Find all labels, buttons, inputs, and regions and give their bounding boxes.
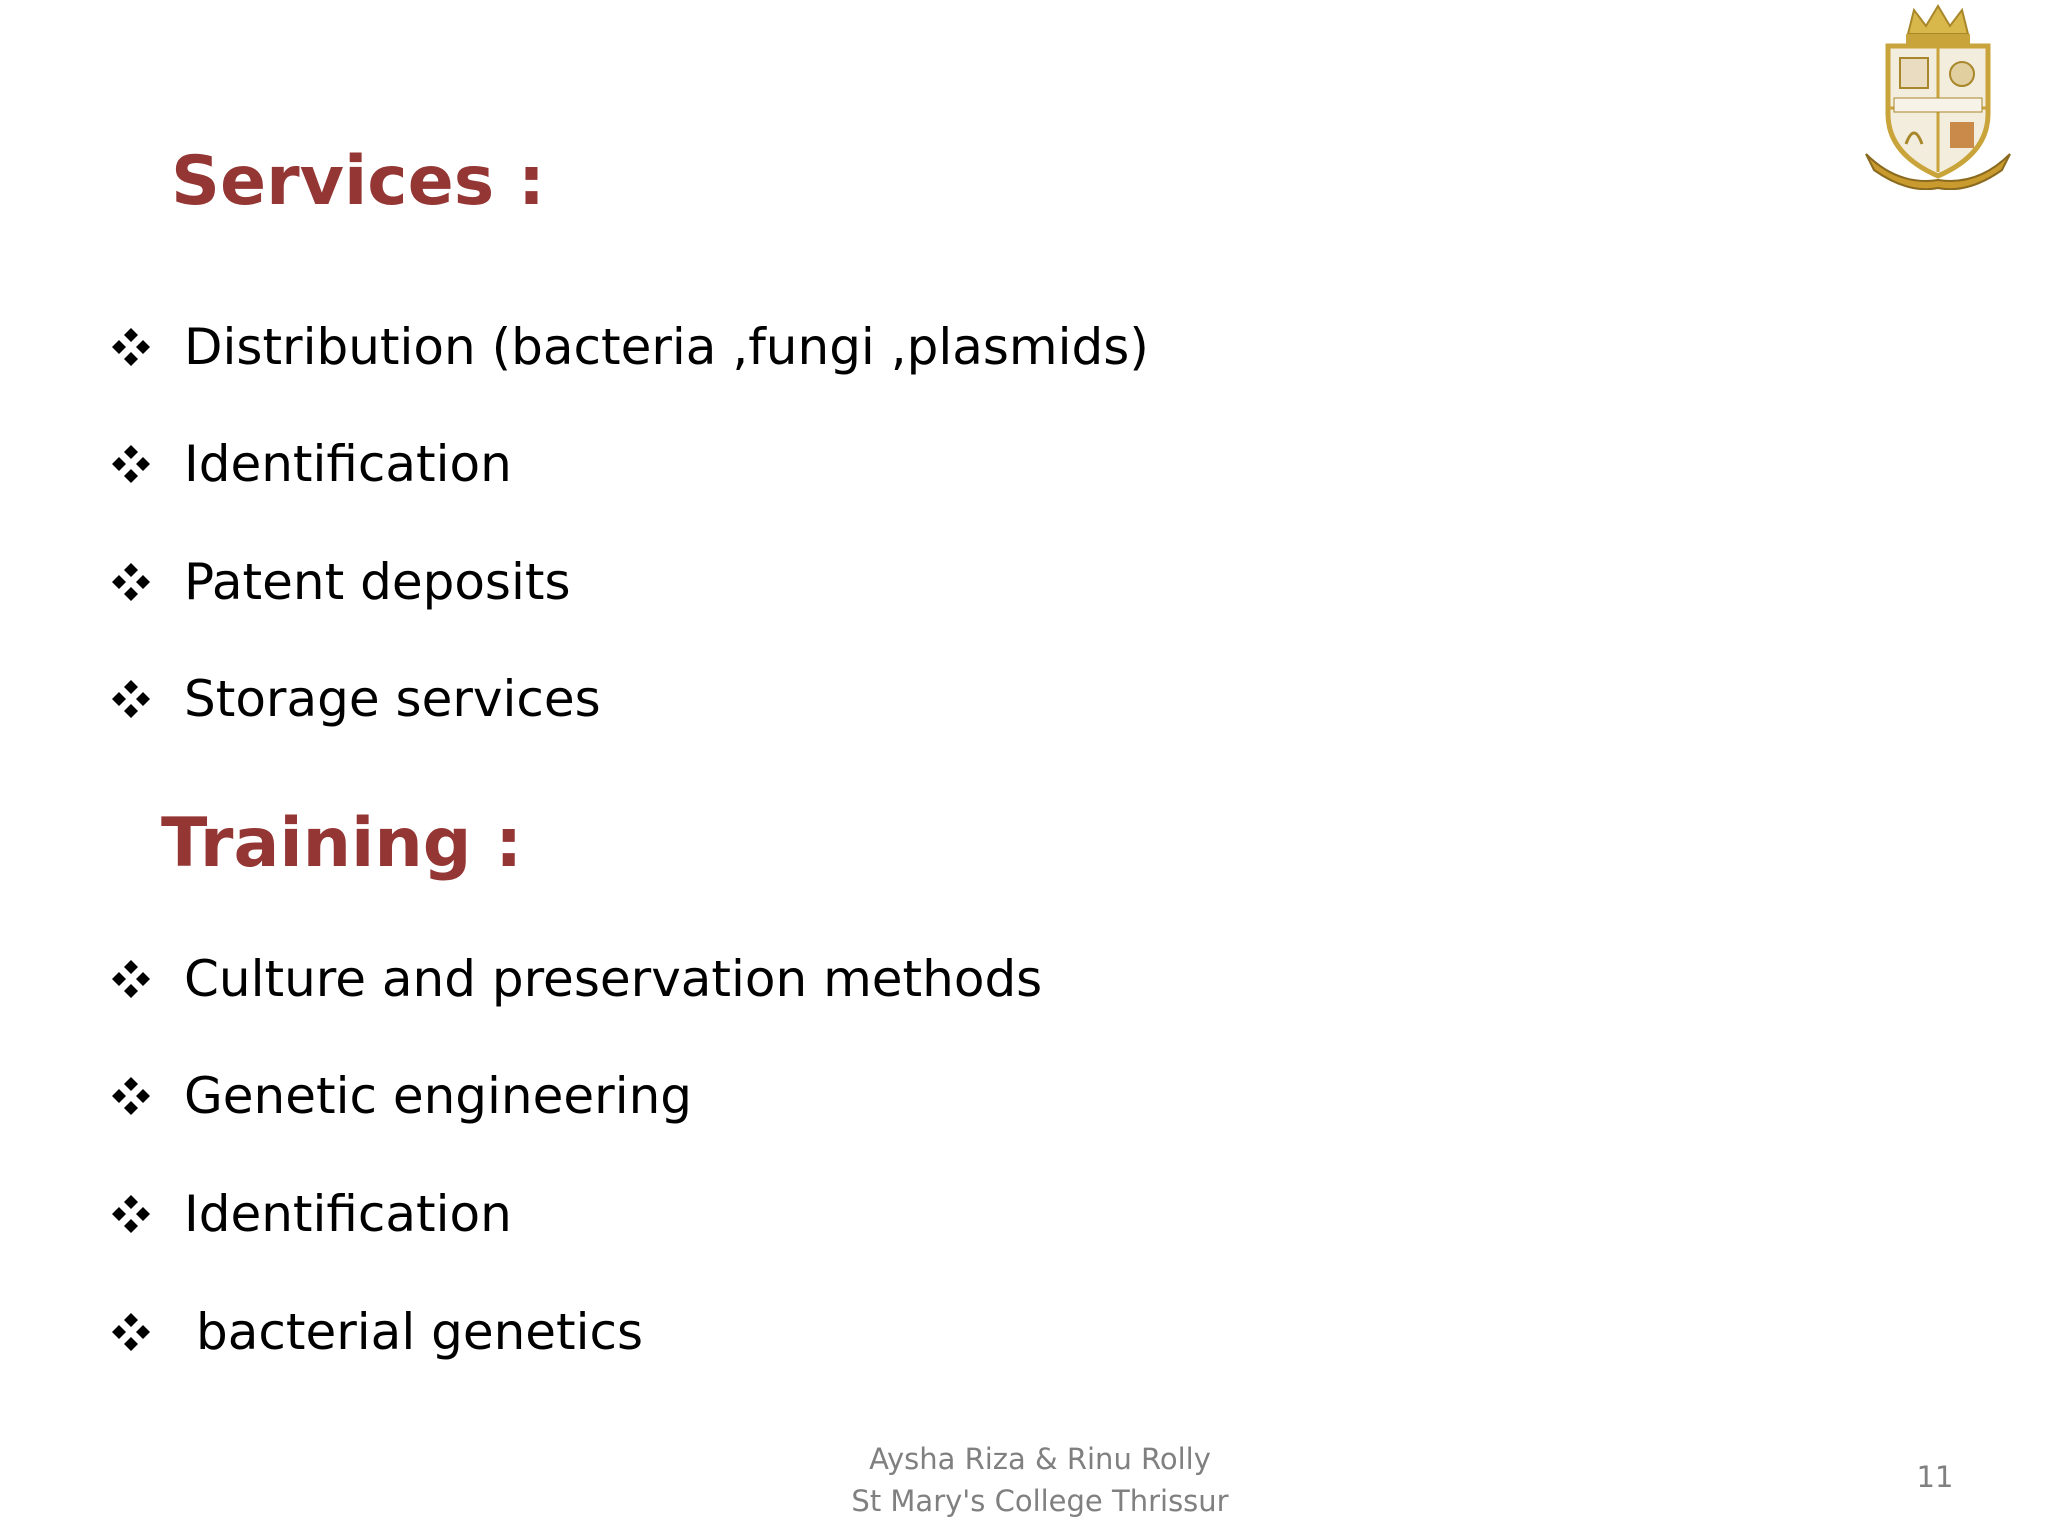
list-item <box>108 944 1042 1014</box>
list-item <box>108 429 512 499</box>
list-item-text: Storage services <box>184 670 601 728</box>
page-number: 11 <box>1916 1460 1954 1494</box>
four-diamond-bullet-icon <box>108 956 154 1002</box>
list-item-text: Culture and preservation methods <box>184 950 1043 1008</box>
list-item-text: Patent deposits <box>184 553 571 611</box>
list-item <box>108 664 601 734</box>
training-heading: Training : <box>161 804 523 883</box>
list-item <box>108 1179 512 1249</box>
list-item <box>108 1297 643 1367</box>
four-diamond-bullet-icon <box>108 559 154 605</box>
services-heading: Services : <box>171 142 546 221</box>
four-diamond-bullet-icon <box>108 324 154 370</box>
four-diamond-bullet-icon <box>108 1191 154 1237</box>
four-diamond-bullet-icon <box>108 676 154 722</box>
list-item <box>108 547 571 617</box>
list-item-text: Distribution (bacteria ,fungi ,plasmids) <box>184 318 1149 376</box>
footer-college: St Mary's College Thrissur <box>851 1484 1229 1518</box>
list-item <box>108 312 1149 382</box>
four-diamond-bullet-icon <box>108 1309 154 1355</box>
four-diamond-bullet-icon <box>108 1073 154 1119</box>
list-item-text: Genetic engineering <box>184 1067 693 1125</box>
four-diamond-bullet-icon <box>108 441 154 487</box>
footer-authors: Aysha Riza & Rinu Rolly <box>869 1442 1211 1476</box>
footer <box>760 1438 1320 1522</box>
list-item-text: Identification <box>184 435 512 493</box>
list-item-text: Identification <box>184 1185 512 1243</box>
list-item-text: bacterial genetics <box>196 1303 644 1361</box>
list-item <box>108 1061 692 1131</box>
college-crest-icon <box>1858 4 2018 190</box>
